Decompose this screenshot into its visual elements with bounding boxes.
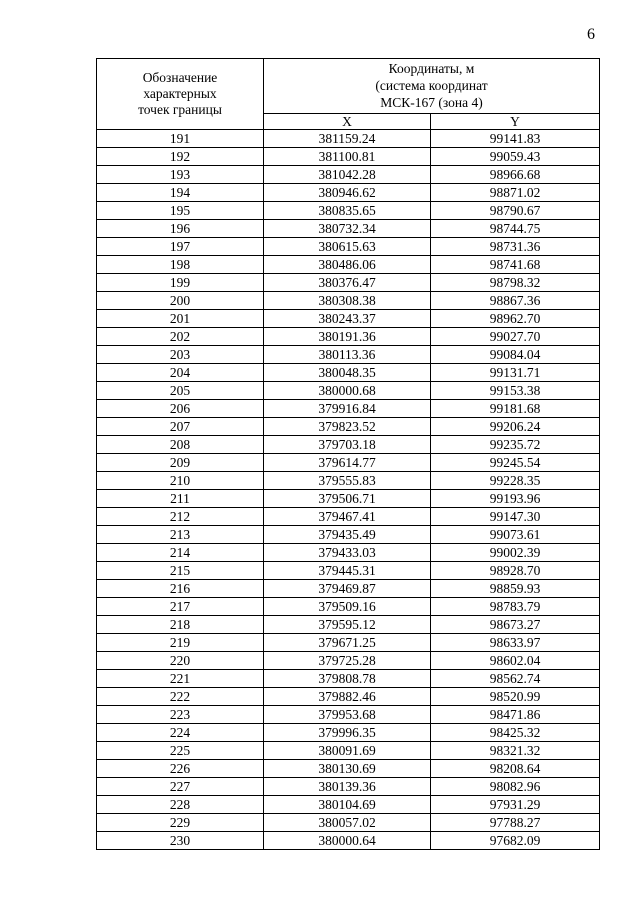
point-cell: 201 (97, 310, 264, 328)
x-cell: 379996.35 (264, 724, 431, 742)
table-row (97, 526, 600, 544)
y-cell: 99147.30 (431, 508, 600, 526)
point-column-header (97, 59, 264, 130)
table-row (97, 184, 600, 202)
y-cell: 98966.68 (431, 166, 600, 184)
y-cell: 99153.38 (431, 382, 600, 400)
table-row (97, 292, 600, 310)
table-body (97, 130, 600, 850)
y-cell: 98321.32 (431, 742, 600, 760)
point-cell: 221 (97, 670, 264, 688)
point-cell: 214 (97, 544, 264, 562)
point-cell: 194 (97, 184, 264, 202)
table-row (97, 508, 600, 526)
table-row (97, 562, 600, 580)
point-cell: 228 (97, 796, 264, 814)
x-cell: 380130.69 (264, 760, 431, 778)
point-cell: 210 (97, 472, 264, 490)
table-row (97, 832, 600, 850)
table-row (97, 346, 600, 364)
point-header-line-2: характерных (143, 86, 217, 101)
table-row (97, 634, 600, 652)
point-cell: 229 (97, 814, 264, 832)
table-row (97, 688, 600, 706)
page-number: 6 (587, 26, 595, 43)
table-row (97, 310, 600, 328)
x-cell: 379823.52 (264, 418, 431, 436)
point-cell: 230 (97, 832, 264, 850)
y-cell: 99245.54 (431, 454, 600, 472)
point-cell: 203 (97, 346, 264, 364)
y-cell: 99002.39 (431, 544, 600, 562)
x-cell: 379435.49 (264, 526, 431, 544)
point-cell: 196 (97, 220, 264, 238)
y-cell: 98928.70 (431, 562, 600, 580)
point-cell: 215 (97, 562, 264, 580)
x-cell: 380139.36 (264, 778, 431, 796)
point-header-line-3: точек границы (138, 102, 222, 117)
point-cell: 199 (97, 274, 264, 292)
table-row (97, 202, 600, 220)
table-row (97, 760, 600, 778)
y-cell: 98790.67 (431, 202, 600, 220)
point-cell: 225 (97, 742, 264, 760)
x-cell: 379882.46 (264, 688, 431, 706)
x-cell: 379703.18 (264, 436, 431, 454)
table-row (97, 130, 600, 148)
y-cell: 98633.97 (431, 634, 600, 652)
x-cell: 380091.69 (264, 742, 431, 760)
y-cell: 99206.24 (431, 418, 600, 436)
y-cell: 98520.99 (431, 688, 600, 706)
point-cell: 216 (97, 580, 264, 598)
y-cell: 98208.64 (431, 760, 600, 778)
point-cell: 222 (97, 688, 264, 706)
point-cell: 195 (97, 202, 264, 220)
point-cell: 202 (97, 328, 264, 346)
x-cell: 379506.71 (264, 490, 431, 508)
table-row (97, 238, 600, 256)
point-cell: 209 (97, 454, 264, 472)
y-cell: 98471.86 (431, 706, 600, 724)
y-cell: 99235.72 (431, 436, 600, 454)
coordinates-table (96, 58, 600, 850)
point-cell: 191 (97, 130, 264, 148)
table-row (97, 418, 600, 436)
x-cell: 380057.02 (264, 814, 431, 832)
x-cell: 379595.12 (264, 616, 431, 634)
point-cell: 223 (97, 706, 264, 724)
y-cell: 99193.96 (431, 490, 600, 508)
table-row (97, 220, 600, 238)
point-cell: 220 (97, 652, 264, 670)
y-cell: 98859.93 (431, 580, 600, 598)
table-row (97, 598, 600, 616)
table-row (97, 742, 600, 760)
point-cell: 219 (97, 634, 264, 652)
x-cell: 379808.78 (264, 670, 431, 688)
x-cell: 380243.37 (264, 310, 431, 328)
y-cell: 99141.83 (431, 130, 600, 148)
table-row (97, 166, 600, 184)
point-cell: 207 (97, 418, 264, 436)
x-cell: 380104.69 (264, 796, 431, 814)
table-row (97, 580, 600, 598)
table-row (97, 490, 600, 508)
x-cell: 379467.41 (264, 508, 431, 526)
y-cell: 98962.70 (431, 310, 600, 328)
x-cell: 379671.25 (264, 634, 431, 652)
x-cell: 380376.47 (264, 274, 431, 292)
point-cell: 211 (97, 490, 264, 508)
table-row (97, 814, 600, 832)
table-row (97, 382, 600, 400)
x-cell: 380113.36 (264, 346, 431, 364)
x-cell: 380732.34 (264, 220, 431, 238)
point-cell: 204 (97, 364, 264, 382)
x-cell: 380486.06 (264, 256, 431, 274)
y-column-header: Y (431, 113, 600, 129)
table-row (97, 274, 600, 292)
table-row (97, 400, 600, 418)
table-row (97, 256, 600, 274)
table-row (97, 796, 600, 814)
point-cell: 213 (97, 526, 264, 544)
point-cell: 226 (97, 760, 264, 778)
y-cell: 98673.27 (431, 616, 600, 634)
table-row (97, 670, 600, 688)
point-cell: 198 (97, 256, 264, 274)
y-cell: 99131.71 (431, 364, 600, 382)
x-cell: 380191.36 (264, 328, 431, 346)
point-cell: 218 (97, 616, 264, 634)
coords-header-line-1: Координаты, м (388, 61, 475, 77)
y-cell: 98871.02 (431, 184, 600, 202)
point-cell: 192 (97, 148, 264, 166)
x-cell: 380048.35 (264, 364, 431, 382)
y-cell: 98783.79 (431, 598, 600, 616)
y-cell: 99084.04 (431, 346, 600, 364)
y-cell: 98744.75 (431, 220, 600, 238)
point-cell: 197 (97, 238, 264, 256)
table-header (97, 59, 600, 130)
y-cell: 98425.32 (431, 724, 600, 742)
y-cell: 99181.68 (431, 400, 600, 418)
x-cell: 379445.31 (264, 562, 431, 580)
x-cell: 379614.77 (264, 454, 431, 472)
x-cell: 379555.83 (264, 472, 431, 490)
x-cell: 380308.38 (264, 292, 431, 310)
point-cell: 200 (97, 292, 264, 310)
x-cell: 379433.03 (264, 544, 431, 562)
table-row (97, 472, 600, 490)
y-cell: 98867.36 (431, 292, 600, 310)
table-row (97, 778, 600, 796)
coords-header-line-3: МСК-167 (зона 4) (380, 95, 483, 111)
table-row (97, 724, 600, 742)
x-cell: 379509.16 (264, 598, 431, 616)
point-cell: 193 (97, 166, 264, 184)
x-cell: 380835.65 (264, 202, 431, 220)
y-cell: 97788.27 (431, 814, 600, 832)
x-cell: 379469.87 (264, 580, 431, 598)
table-row (97, 616, 600, 634)
y-cell: 97682.09 (431, 832, 600, 850)
x-cell: 380000.64 (264, 832, 431, 850)
y-cell: 99073.61 (431, 526, 600, 544)
point-cell: 206 (97, 400, 264, 418)
point-cell: 212 (97, 508, 264, 526)
y-cell: 98602.04 (431, 652, 600, 670)
y-cell: 99228.35 (431, 472, 600, 490)
y-cell: 98082.96 (431, 778, 600, 796)
coordinates-column-header (264, 59, 600, 114)
point-cell: 208 (97, 436, 264, 454)
x-cell: 380000.68 (264, 382, 431, 400)
table-row (97, 436, 600, 454)
y-cell: 98798.32 (431, 274, 600, 292)
x-cell: 379725.28 (264, 652, 431, 670)
point-cell: 217 (97, 598, 264, 616)
x-column-header: X (264, 113, 431, 129)
y-cell: 97931.29 (431, 796, 600, 814)
x-cell: 379953.68 (264, 706, 431, 724)
y-cell: 99059.43 (431, 148, 600, 166)
table-row (97, 454, 600, 472)
table-row (97, 652, 600, 670)
table-row (97, 328, 600, 346)
coords-header-line-2: (система координат (375, 78, 488, 94)
table-row (97, 706, 600, 724)
x-cell: 381042.28 (264, 166, 431, 184)
x-cell: 381100.81 (264, 148, 431, 166)
point-header-line-1: Обозначение (142, 70, 218, 85)
y-cell: 98562.74 (431, 670, 600, 688)
y-cell: 98741.68 (431, 256, 600, 274)
x-cell: 381159.24 (264, 130, 431, 148)
point-cell: 227 (97, 778, 264, 796)
x-cell: 380946.62 (264, 184, 431, 202)
table-row (97, 544, 600, 562)
y-cell: 99027.70 (431, 328, 600, 346)
point-cell: 224 (97, 724, 264, 742)
x-cell: 380615.63 (264, 238, 431, 256)
table-row (97, 364, 600, 382)
x-cell: 379916.84 (264, 400, 431, 418)
y-cell: 98731.36 (431, 238, 600, 256)
table-row (97, 148, 600, 166)
point-cell: 205 (97, 382, 264, 400)
